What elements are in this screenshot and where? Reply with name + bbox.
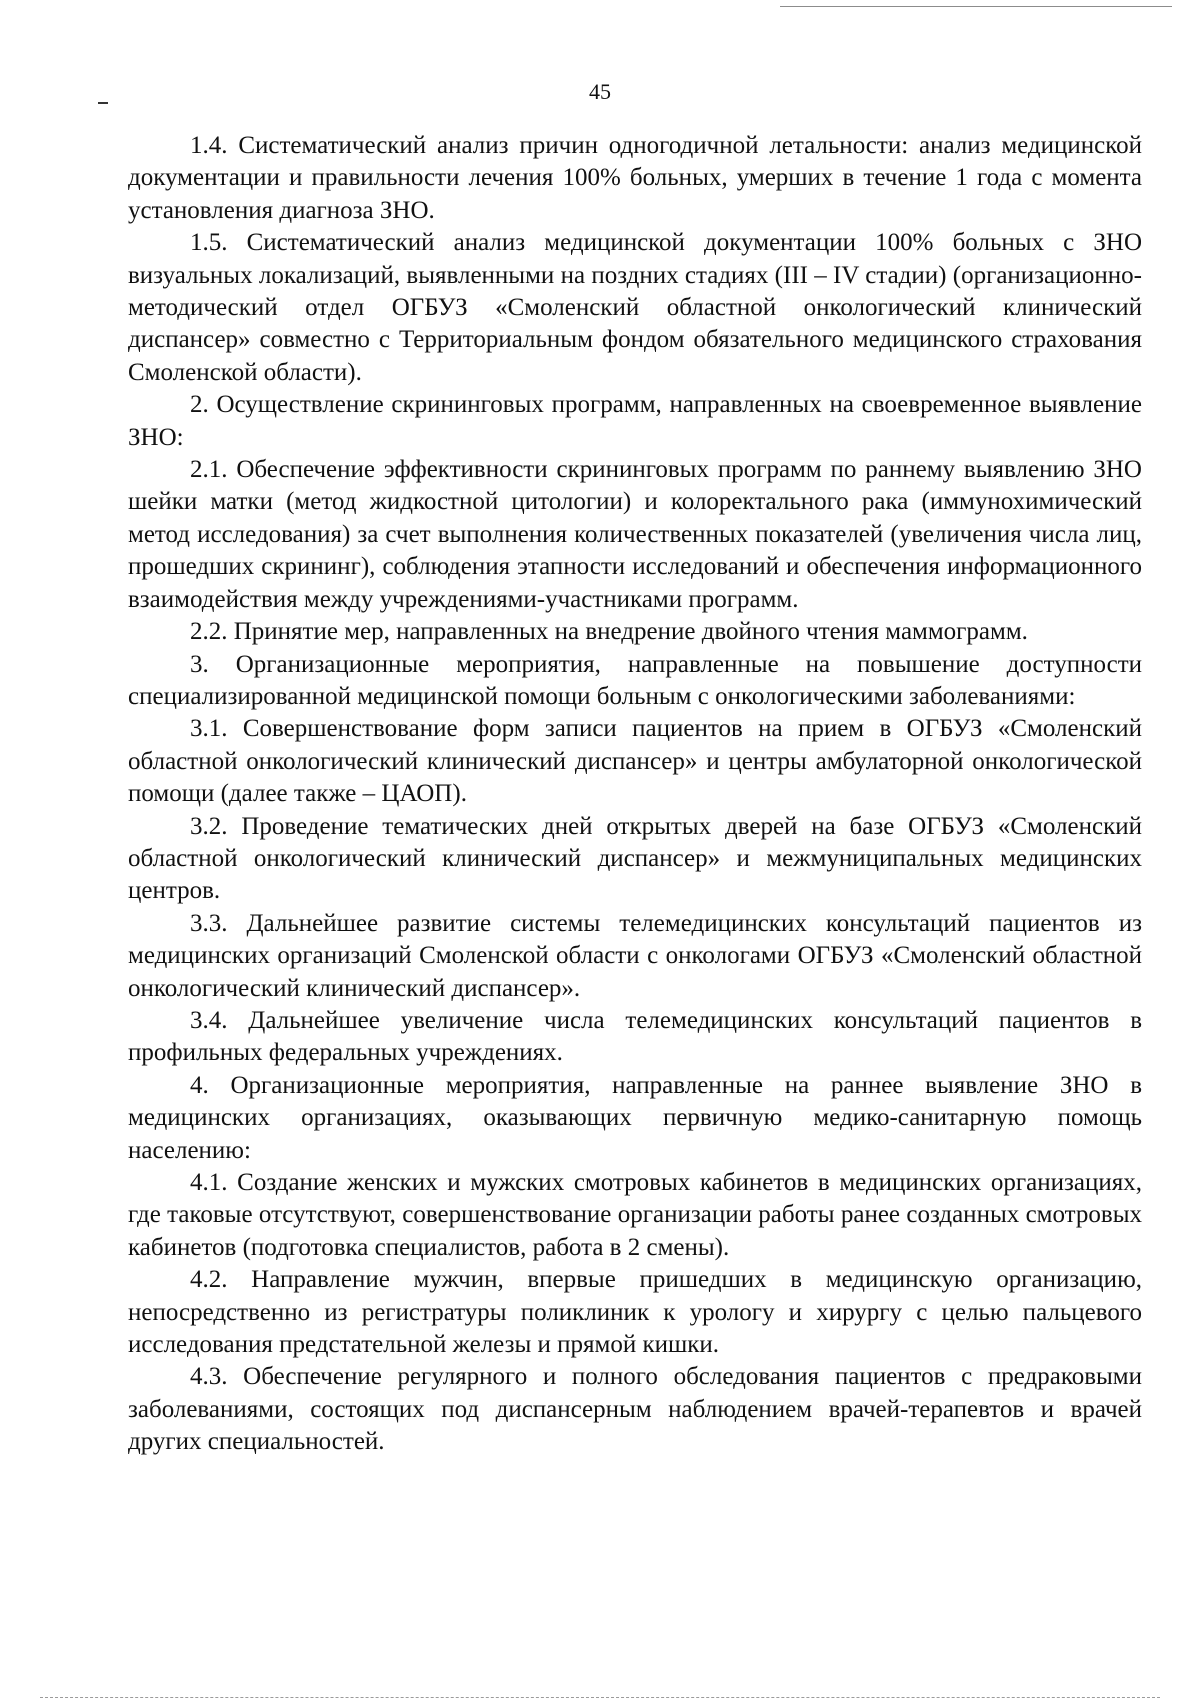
paragraph-3-3: 3.3. Дальнейшее развитие системы телемедицинских консультаций пациентов из медицинских организаций Смоленской области с онкологами ОГБУЗ «Смоленский областной онкологический клинический диспансер». <box>128 909 1142 1002</box>
paragraph-4-2: 4.2. Направление мужчин, впервые пришедших в медицинскую организацию, непосредственно из регистратуры поликлиник к урологу и хирургу с целью пальцевого исследования предстательной железы и прямой кишки. <box>128 1266 1142 1359</box>
scan-edge-line-top <box>780 6 1172 7</box>
paragraph-2-2: 2.2. Принятие мер, направленных на внедрение двойного чтения маммограмм. <box>190 618 1028 646</box>
scan-edge-line-bottom <box>40 1697 1160 1698</box>
page-number: 45 <box>589 79 611 104</box>
paragraph-1-5: 1.5. Систематический анализ медицинской документации 100% больных с ЗНО визуальных локализаций, выявленными на поздних стадиях (III – IV стадии) (организационно-методический отдел ОГБУЗ «Смоленский областной онкологический клинический диспансер» совместно с Территориальным фондом обязательного медицинского страхования Смоленской области). <box>128 229 1142 386</box>
paragraph-4-1: 4.1. Создание женских и мужских смотровых кабинетов в медицинских организациях, где таковые отсутствуют, совершенствование организации работы ранее созданных смотровых кабинетов (подготовка специалистов, работа в 2 смены). <box>128 1169 1142 1261</box>
paragraph-4: 4. Организационные мероприятия, направленные на раннее выявление ЗНО в медицинских организациях, оказывающих первичную медико-санитарную помощь населению: <box>128 1071 1142 1164</box>
paragraph-4-3: 4.3. Обеспечение регулярного и полного обследования пациентов с предраковыми заболеваниями, состоящих под диспансерным наблюдением врачей-терапевтов и врачей других специальностей. <box>128 1363 1142 1456</box>
paragraph-1-4: 1.4. Систематический анализ причин одногодичной летальности: анализ медицинской документации и правильности лечения 100% больных, умерших в течение 1 года с момента установления диагноза ЗНО. <box>128 132 1142 224</box>
document-body <box>128 130 1142 1459</box>
paragraph-3-1: 3.1. Совершенствование форм записи пациентов на прием в ОГБУЗ «Смоленский областной онкологический клинический диспансер» и центры амбулаторной онкологической помощи (далее также – ЦАОП). <box>128 715 1142 808</box>
paragraph-3: 3. Организационные мероприятия, направленные на повышение доступности специализированной медицинской помощи больным с онкологическими заболеваниями: <box>128 650 1142 710</box>
paragraph-3-4: 3.4. Дальнейшее увеличение числа телемедицинских консультаций пациентов в профильных федеральных учреждениях. <box>128 1006 1142 1067</box>
paragraph-3-2: 3.2. Проведение тематических дней открытых дверей на базе ОГБУЗ «Смоленский областной онкологический клинический диспансер» и межмуниципальных медицинских центров. <box>128 812 1142 905</box>
paragraph-2-1: 2.1. Обеспечение эффективности скрининговых программ по раннему выявлению ЗНО шейки матки (метод жидкостной цитологии) и колоректального рака (иммунохимический метод исследования) за счет выполнения количественных показателей (увеличения числа лиц, прошедших скрининг), соблюдения этапности исследований и обеспечения информационного взаимодействия между учреждениями-участниками программ. <box>128 456 1142 613</box>
paragraph-2: 2. Осуществление скрининговых программ, направленных на своевременное выявление ЗНО: <box>128 391 1142 451</box>
